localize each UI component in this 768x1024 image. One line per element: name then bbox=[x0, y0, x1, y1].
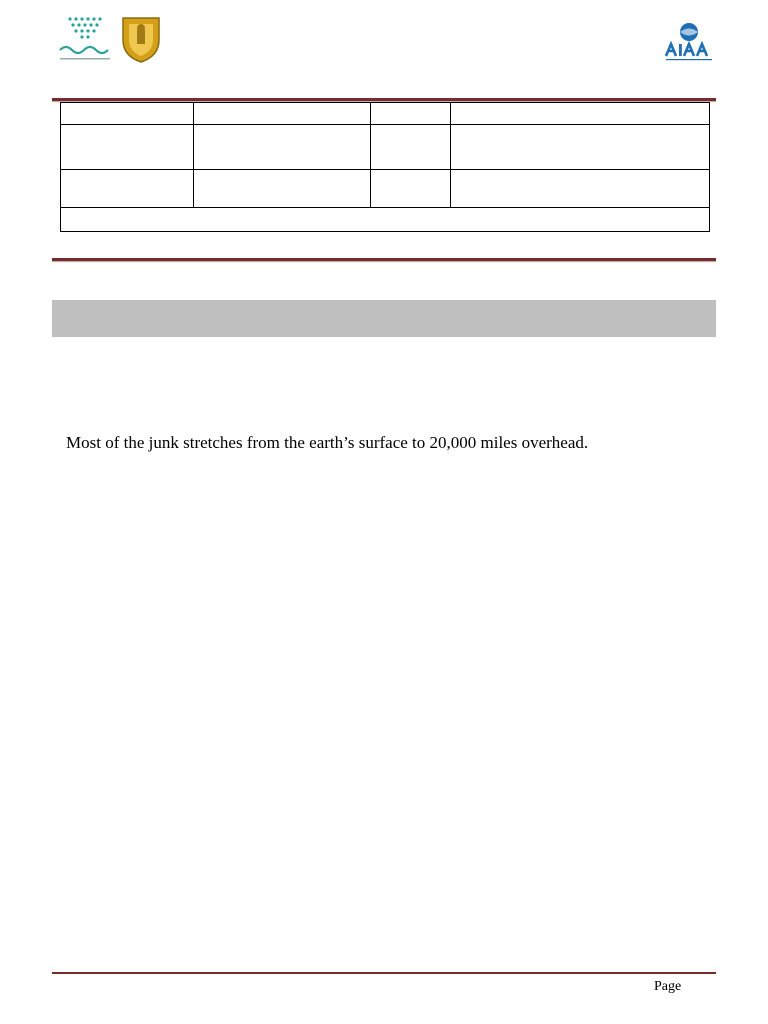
section-rule bbox=[52, 258, 716, 261]
info-table bbox=[60, 102, 710, 232]
table-cell[interactable] bbox=[451, 103, 710, 125]
table-cell[interactable] bbox=[451, 170, 710, 208]
table-cell[interactable] bbox=[451, 125, 710, 170]
table-cell[interactable] bbox=[61, 170, 194, 208]
table-cell-merged[interactable] bbox=[61, 208, 710, 232]
table-row bbox=[61, 208, 710, 232]
page-label: Page bbox=[654, 979, 682, 994]
table-cell[interactable] bbox=[370, 125, 451, 170]
table-cell[interactable] bbox=[193, 125, 370, 170]
body-sentence: Most of the junk stretches from the earth’s surface to 20,000 miles overhead. bbox=[66, 433, 589, 452]
table-cell[interactable] bbox=[370, 103, 451, 125]
school-shield-logo bbox=[120, 14, 162, 64]
table-row bbox=[61, 103, 710, 125]
table-cell[interactable] bbox=[193, 103, 370, 125]
ministry-of-education-logo bbox=[56, 14, 118, 64]
table-row bbox=[61, 170, 710, 208]
table-cell[interactable] bbox=[193, 170, 370, 208]
table-cell[interactable] bbox=[61, 125, 194, 170]
section-heading-bar bbox=[52, 300, 716, 337]
table-row bbox=[61, 125, 710, 170]
header-rule bbox=[52, 98, 716, 101]
table-cell[interactable] bbox=[370, 170, 451, 208]
aiaa-logo bbox=[662, 20, 716, 64]
table-cell[interactable] bbox=[61, 103, 194, 125]
footer-rule bbox=[52, 972, 716, 974]
